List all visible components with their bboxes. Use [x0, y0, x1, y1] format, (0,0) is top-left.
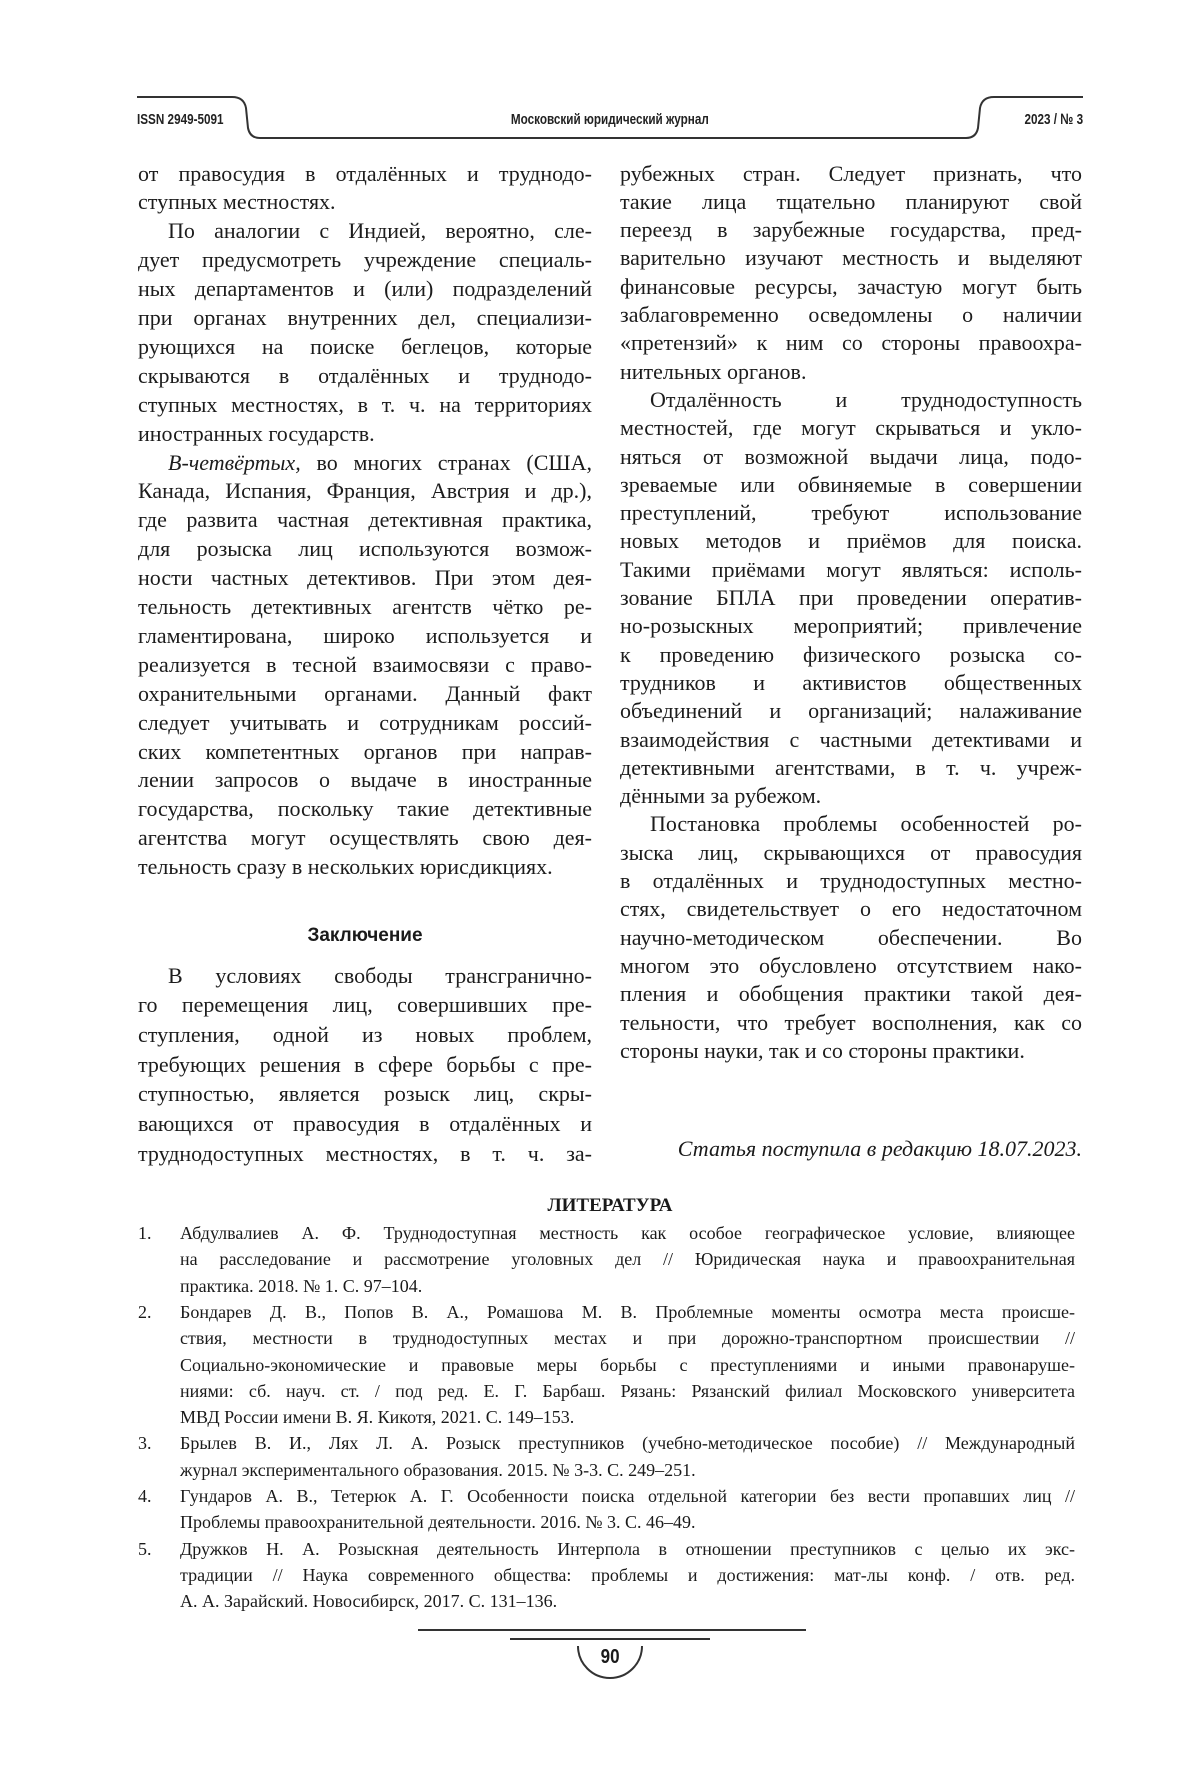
- reference-line: ствия, местности в труднодоступных местах и при дорожно-транспортном происшествии //: [180, 1325, 1075, 1351]
- reference-number: 1.: [138, 1220, 152, 1246]
- text-line: тельность детективных агентств чётко ре-: [138, 592, 592, 621]
- text-line: агентства могут осуществлять свою дея-: [138, 823, 592, 852]
- reference-line: МВД России имени В. Я. Кикотя, 2021. С. 149–153.: [180, 1404, 1075, 1430]
- reference-line: Проблемы правоохранительной деятельности. 2016. № 3. С. 46–49.: [180, 1509, 1075, 1535]
- text-line: стях, свидетельствует о его недостаточном: [620, 894, 1082, 923]
- text-line: дует предусмотреть учреждение специаль-: [138, 245, 592, 274]
- reference-number: 2.: [138, 1299, 152, 1325]
- reference-line: журнал экспериментального образования. 2015. № 3-3. С. 249–251.: [180, 1457, 1075, 1483]
- text-line: но-розыскных мероприятий; привлечение: [620, 611, 1082, 640]
- text-line: охранительными органами. Данный факт: [138, 679, 592, 708]
- text-line: нительных органов.: [620, 357, 1082, 386]
- journal-title-text: Московский юридический журнал: [511, 110, 709, 130]
- text-line: от правосудия в отдалённых и труднодо-: [138, 159, 592, 188]
- text-line: заблаговременно осведомлены о наличии: [620, 300, 1082, 329]
- reference-number: 5.: [138, 1536, 152, 1562]
- reference-line: А. А. Зарайский. Новосибирск, 2017. С. 131–136.: [180, 1588, 1075, 1614]
- text-line: гламентирована, широко используется и: [138, 621, 592, 650]
- text-line: вающихся от правосудия в отдалённых и: [138, 1109, 592, 1138]
- text-line: Такими приёмами могут являться: исполь-: [620, 555, 1082, 584]
- text-line: рующихся на поиске беглецов, которые: [138, 332, 592, 361]
- text-line: такие лица тщательно планируют свой: [620, 187, 1082, 216]
- reference-line: традиции // Наука современного общества: проблемы и достижения: мат-лы конф. / отв. ред.: [180, 1562, 1075, 1588]
- text-line: ных департаментов и (или) подразделений: [138, 274, 592, 303]
- text-line: в отдалённых и труднодоступных местно-: [620, 866, 1082, 895]
- page-number: [560, 1645, 660, 1669]
- text-line: взаимодействия с частными детективами и: [620, 725, 1082, 754]
- text-line: ских компетентных органов при направ-: [138, 737, 592, 766]
- text-line: варительно изучают местность и выделяют: [620, 243, 1082, 272]
- reference-line: ниями: сб. науч. ст. / под ред. Е. Г. Барбаш. Рязань: Рязанский филиал Московского университета: [180, 1378, 1075, 1404]
- text-line: финансовые ресурсы, зачастую могут быть: [620, 272, 1082, 301]
- text-line: детективными агентствами, в т. ч. учреж-: [620, 753, 1082, 782]
- reference-line: Дружков Н. А. Розыскная деятельность Интерпола в отношении преступников с целью их экс-: [180, 1536, 1075, 1562]
- text-line: ступных местностях, в т. ч. на территориях: [138, 390, 592, 419]
- text-line: пления и обобщения практики такой дея-: [620, 979, 1082, 1008]
- issn-text: ISSN 2949-5091: [137, 110, 224, 130]
- reference-line: на расследование и рассмотрение уголовных дел // Юридическая наука и правоохранительная: [180, 1246, 1075, 1272]
- text-line: стороны науки, так и со стороны практики.: [620, 1036, 1082, 1065]
- text-line-rest: во многих странах (США,: [301, 450, 592, 475]
- text-line: го перемещения лиц, совершивших пре-: [138, 990, 592, 1019]
- text-line: тельности, что требует восполнения, как со: [620, 1008, 1082, 1037]
- text-line: труднодоступных местностях, в т. ч. за-: [138, 1139, 592, 1168]
- reference-line: Абдулвалиев А. Ф. Труднодоступная местность как особое географическое условие, влияющее: [180, 1220, 1075, 1246]
- text-line: при органах внутренних дел, специализи-: [138, 303, 592, 332]
- text-line: научно-методическом обеспечении. Во: [620, 923, 1082, 952]
- text-line: многом это обусловлено отсутствием нако-: [620, 951, 1082, 980]
- issue-number: [1008, 110, 1083, 130]
- text-line: ности частных детективов. При этом дея-: [138, 563, 592, 592]
- text-line: к проведению физического розыска со-: [620, 640, 1082, 669]
- reference-line: Бондарев Д. В., Попов В. А., Ромашова М. В. Проблемные моменты осмотра места происше-: [180, 1299, 1075, 1325]
- reference-line: практика. 2018. № 1. С. 97–104.: [180, 1273, 1075, 1299]
- reference-line: Брылев В. И., Лях Л. А. Розыск преступников (учебно-методическое пособие) // Международный: [180, 1430, 1075, 1456]
- section-heading-conclusion: Заключение: [138, 924, 592, 948]
- text-line: иностранных государств.: [138, 419, 592, 448]
- text-line: [168, 448, 592, 477]
- text-line: зреваемые или обвиняемые в совершении: [620, 470, 1082, 499]
- text-line: В условиях свободы трансгранично-: [168, 961, 592, 990]
- text-line: Канада, Испания, Франция, Австрия и др.),: [138, 476, 592, 505]
- text-line: лении запросов о выдаче в иностранные: [138, 765, 592, 794]
- text-line: зование БПЛА при проведении оператив-: [620, 583, 1082, 612]
- text-line: реализуется в тесной взаимосвязи с право-: [138, 650, 592, 679]
- text-line: тельность сразу в нескольких юрисдикциях.: [138, 852, 592, 881]
- text-line: скрываются в отдалённых и труднодо-: [138, 361, 592, 390]
- text-line: переезд в зарубежные государства, пред-: [620, 215, 1082, 244]
- text-line: новых методов и приёмов для поиска.: [620, 526, 1082, 555]
- text-line: трудников и активистов общественных: [620, 668, 1082, 697]
- page-number-text: 90: [601, 1645, 620, 1669]
- text-line: няться от возможной выдачи лица, подо-: [620, 442, 1082, 471]
- text-line: дёнными за рубежом.: [620, 781, 1082, 810]
- received-note: Статья поступила в редакцию 18.07.2023.: [678, 1135, 1082, 1163]
- italic-lead: В-четвёртых,: [168, 450, 301, 475]
- text-line: ступных местностях.: [138, 187, 592, 216]
- text-line: Отдалённость и труднодоступность: [650, 385, 1082, 414]
- reference-number: 4.: [138, 1483, 152, 1509]
- text-line: объединений и организаций; налаживание: [620, 696, 1082, 725]
- text-line: местностей, где могут скрываться и укло-: [620, 413, 1082, 442]
- text-line: для розыска лиц используются возмож-: [138, 534, 592, 563]
- text-line: Постановка проблемы особенностей ро-: [650, 809, 1082, 838]
- text-line: где развита частная детективная практика,: [138, 505, 592, 534]
- text-line: рубежных стран. Следует признать, что: [620, 159, 1082, 188]
- text-line: По аналогии с Индией, вероятно, сле-: [168, 216, 592, 245]
- text-line: ступления, одной из новых проблем,: [138, 1020, 592, 1049]
- issue-number-text: 2023 / № 3: [1024, 110, 1083, 130]
- references-heading: ЛИТЕРАТУРА: [0, 1194, 1200, 1218]
- text-line: зыска лиц, скрывающихся от правосудия: [620, 838, 1082, 867]
- reference-line: Гундаров А. В., Тетерюк А. Г. Особенности поиска отдельной категории без вести пропавших лиц //: [180, 1483, 1075, 1509]
- text-line: преступлений, требуют использование: [620, 498, 1082, 527]
- text-line: «претензий» к ним со стороны правоохра-: [620, 328, 1082, 357]
- text-line: государства, поскольку такие детективные: [138, 794, 592, 823]
- text-line: ступностью, является розыск лиц, скры-: [138, 1079, 592, 1108]
- text-line: следует учитывать и сотрудникам россий-: [138, 708, 592, 737]
- reference-line: Социально-экономические и правовые меры борьбы с преступлениями и иными правонаруше-: [180, 1352, 1075, 1378]
- reference-number: 3.: [138, 1430, 152, 1456]
- text-line: требующих решения в сфере борьбы с пре-: [138, 1050, 592, 1079]
